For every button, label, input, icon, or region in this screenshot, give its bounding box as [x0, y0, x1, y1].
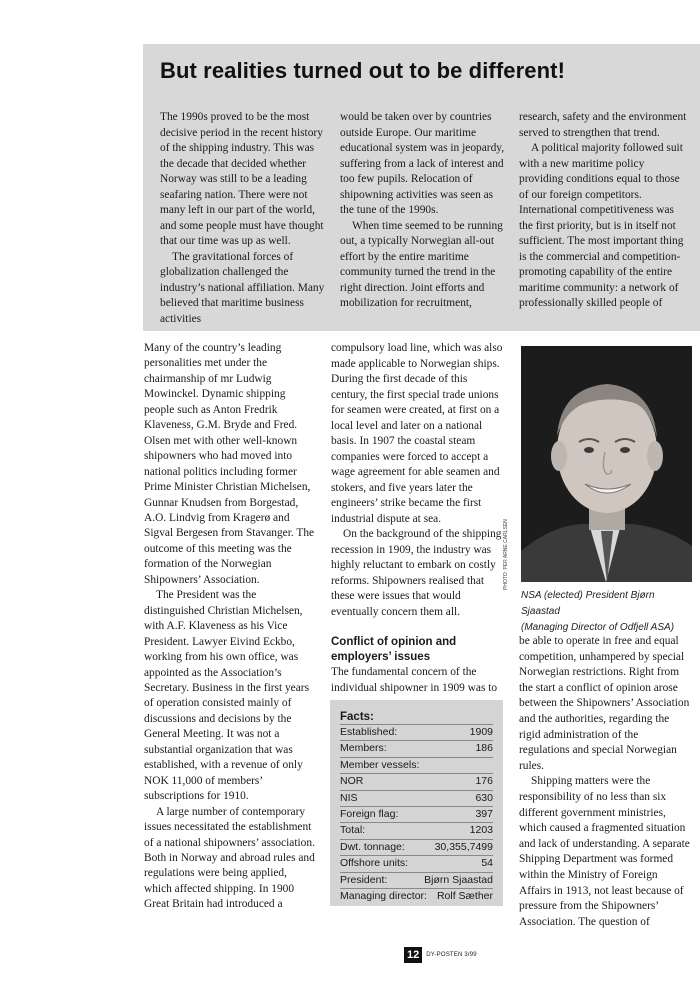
body-col2-paragraph: compulsory load line, which was also made applicable to Norwegian ships. During the first decade of this century, the first special trade unions for seamen were created, at first on a local level and later on a national basis. In 1907 the coastal steam companies were forced to accept a wage agreement for able seamen and stokers, and five years later the engineers’ strike became the first industrial dispute at sea.: [331, 342, 503, 525]
facts-label: Managing director:: [340, 889, 427, 902]
facts-row: [340, 839, 493, 855]
page-footer: [404, 946, 477, 964]
facts-label: Total:: [340, 824, 366, 837]
headline: But realities turned out to be different!: [160, 58, 565, 83]
intro-col1-paragraph: The 1990s proved to be the most decisive period in the recent history of the shipping industry. This was the decade that decided whether Norway was still to be a leading seafaring nation. There were not many left in our part of the world, and some people must have thought that our time was up as well.: [160, 111, 324, 247]
facts-label: Foreign flag:: [340, 807, 399, 820]
facts-value: 176: [475, 775, 493, 788]
facts-label: Offshore units:: [340, 857, 409, 870]
intro-col3-paragraph: research, safety and the environment served to strengthen that trend.: [519, 111, 687, 139]
facts-value: Rolf Sæther: [436, 889, 493, 902]
facts-value: 54: [481, 857, 493, 870]
facts-value: 1909: [469, 726, 493, 738]
caption-line: (Managing Director of Odfjell ASA): [521, 622, 675, 633]
publication-name: DY-POSTEN 3/99: [426, 952, 477, 958]
photo-caption: [521, 588, 696, 636]
facts-label: Member vessels:: [340, 758, 420, 771]
portrait-illustration: [521, 346, 692, 582]
body-column-1: [144, 341, 317, 913]
body-col1-paragraph: Many of the country’s leading personalities met under the chairmanship of mr Ludwig Mowinckel. Dynamic shipping people such as Anton Fredrik Klaveness, G.M. Bryde and Fred. Olsen met with other well-known shipowners who had moved into national politics including former Prime Minister Christian Michelsen, Gunnar Knudsen from Borgestad, A.O. Lindvig from Kragerø and Sigval Bergesen from Stavanger. The outcome of this meeting was the formation of the Norwegian Shipowners’ Association.: [144, 342, 315, 586]
facts-label: President:: [340, 873, 388, 886]
page-number: 12: [404, 947, 422, 963]
facts-row: [340, 806, 493, 822]
facts-row: [340, 790, 493, 806]
section-subhead: Conflict of opinion and employers’ issues: [331, 636, 457, 663]
facts-label: Dwt. tonnage:: [340, 840, 405, 853]
facts-row: [340, 773, 493, 789]
body-col3-paragraph: Shipping matters were the responsibility of no less than six different government ministries, which caused a fragmented situation and lack of understanding. A separate Shipping Department was formed within the Ministry of Foreign Affairs in 1913, not least because of pressure from the Shipowners’ Association. The question of: [519, 775, 690, 928]
president-portrait-photo: [521, 346, 692, 582]
facts-row: [340, 757, 493, 773]
facts-row: [340, 822, 493, 838]
photo-credit: PHOTO: PER ARNE CARLSEN: [503, 519, 509, 590]
intro-col2-paragraph: When time seemed to be running out, a typically Norwegian all-out effort by the entire maritime community turned the trend in the right direction. Joint efforts and mobilization for recruitment,: [340, 219, 503, 309]
facts-label: NOR: [340, 775, 364, 788]
intro-column-2: [340, 110, 505, 312]
body-col1-paragraph: A large number of contemporary issues necessitated the establishment of a national shipowners’ association. Both in Norway and abroad rules and regulations were being applied, which affected shipping. In 1900 Great Britain had introduced a: [144, 805, 315, 911]
facts-value: Bjørn Sjaastad: [424, 873, 493, 886]
facts-label: NIS: [340, 791, 358, 804]
intro-col3-paragraph: A political majority followed suit with a new maritime policy providing conditions equal to those of our foreign competitors. International competitiveness was the first priority, but is in itself not sufficient. The most important thing is the commercial and competition-promoting capability of the entire maritime community: a network of professionally skilled people of: [519, 142, 684, 309]
intro-column-3: [519, 110, 689, 312]
facts-label: Members:: [340, 742, 387, 755]
intro-column-1: [160, 110, 327, 327]
facts-label: Established:: [340, 726, 398, 738]
facts-title: Facts:: [340, 711, 374, 723]
facts-row: [340, 855, 493, 871]
body-col1-paragraph: The President was the distinguished Christian Michelsen, with A.F. Klaveness as his Vice President. Lawyer Eivind Eckbo, working from his own office, was appointed as the Association’s Secretary. Business in the first years of operation consisted mainly of discussions and decisions by the General Meeting. It was not a substantial organization that was established, with a revenue of only NOK 11,000 of members’ subscriptions for 1910.: [144, 589, 310, 803]
facts-row: [340, 872, 493, 888]
facts-value: 630: [475, 791, 493, 804]
body-col3-paragraph: be able to operate in free and equal competition, unhampered by special Norwegian restrictions. Right from the start a conflict of opinion arose between the Shipowners’ Association and the authorities, regarding the rigid administration of the regulations and special Norwegian rules.: [519, 635, 690, 772]
body-col2-paragraph: The fundamental concern of the individual shipowner in 1909 was to: [331, 666, 498, 694]
intro-col1-paragraph: The gravitational forces of globalization challenged the industry’s national affiliation. Many believed that maritime business activities: [160, 250, 325, 325]
body-col2-paragraph: On the background of the shipping recession in 1909, the industry was highly reluctant to embark on costly reforms. Shipowners realised that these were issues that would eventually concern them all.: [331, 528, 502, 618]
facts-value: 186: [475, 742, 493, 755]
facts-row: [340, 724, 493, 740]
facts-value: 397: [475, 807, 493, 820]
facts-value: 1203: [469, 824, 493, 837]
body-column-2: [331, 341, 506, 696]
facts-row: [340, 888, 493, 904]
caption-line: NSA (elected) President Bjørn Sjaastad: [521, 590, 655, 617]
facts-value: 30,355,7499: [434, 840, 493, 853]
facts-row: [340, 740, 493, 756]
facts-box: [330, 700, 503, 906]
body-column-3: [519, 634, 691, 930]
intro-col2-paragraph: would be taken over by countries outside Europe. Our maritime educational system was in jeopardy, suffering from a lack of interest and too few pupils. Relocation of shipowning activities was seen as the tune of the 1990s.: [340, 111, 505, 216]
